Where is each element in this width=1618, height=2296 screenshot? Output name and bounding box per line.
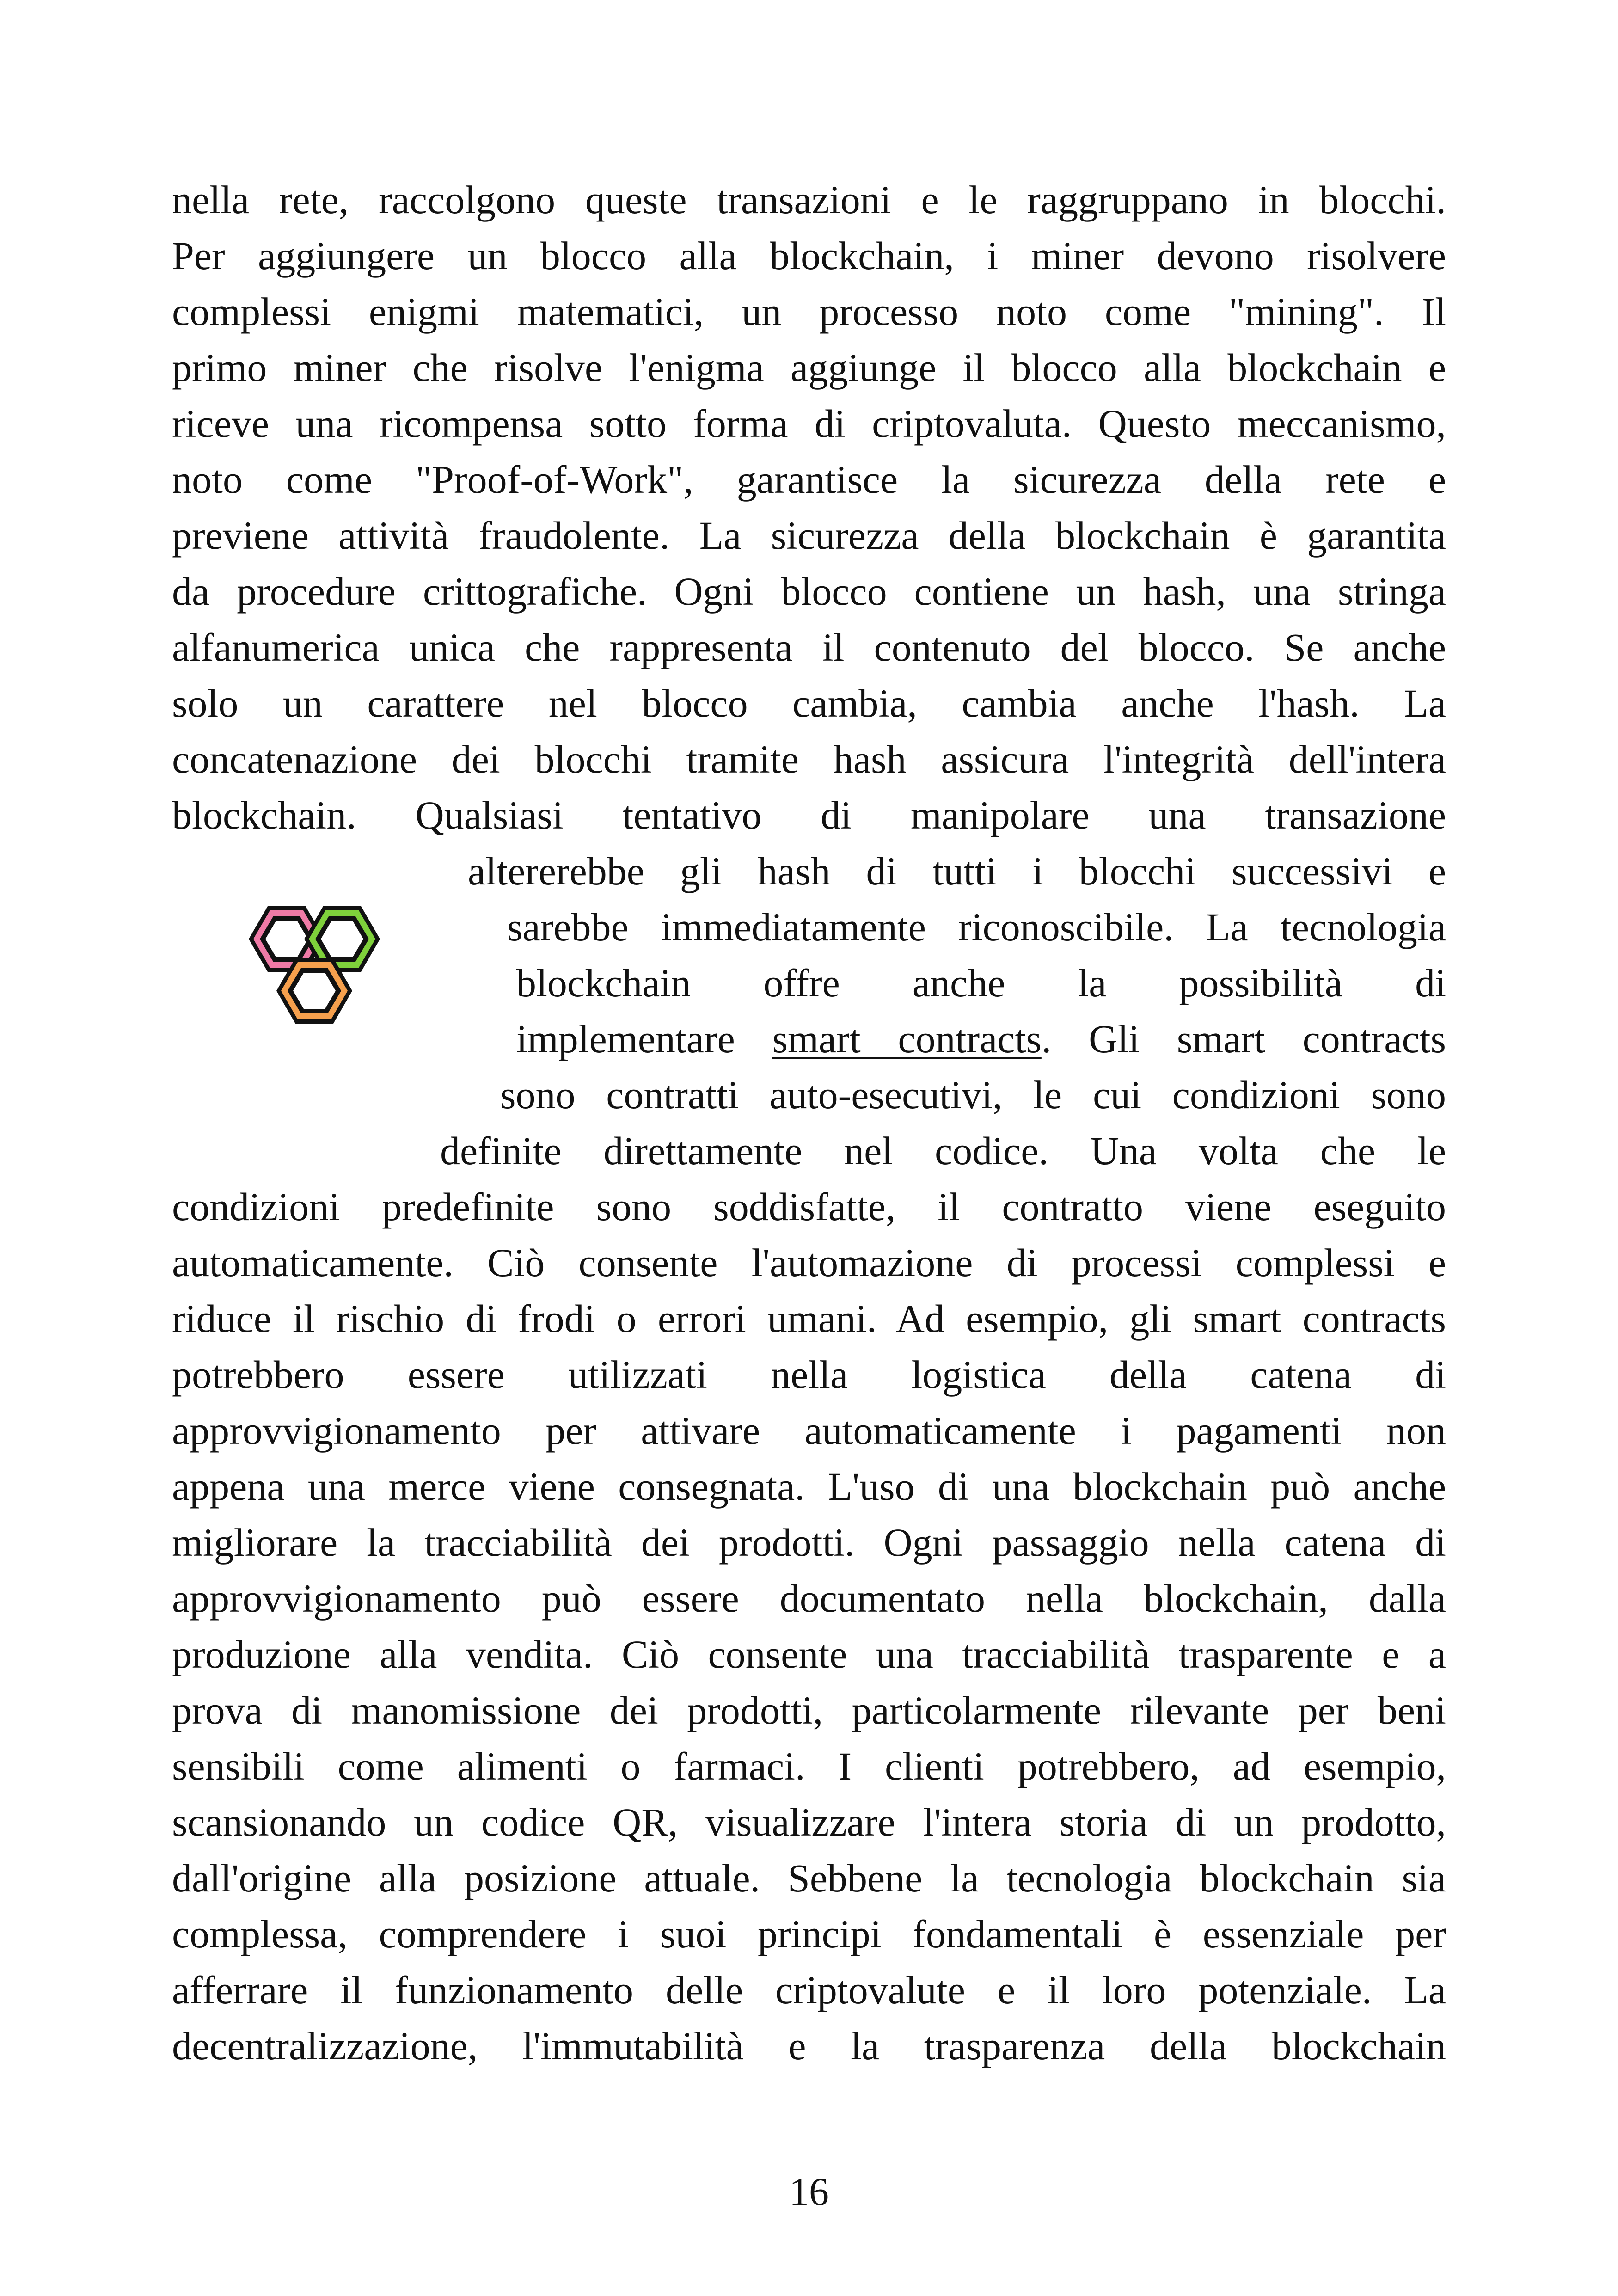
text-line: sarebbe immediatamente riconoscibile. La tecnologia [507, 905, 1446, 949]
text-line: dall'origine alla posizione attuale. Sebbene la tecnologia blockchain sia [172, 1856, 1446, 1900]
text-line: concatenazione dei blocchi tramite hash assicura l'integrità dell'intera [172, 737, 1446, 781]
text-line: prova di manomissione dei prodotti, particolarmente rilevante per beni [172, 1688, 1446, 1732]
text-line: solo un carattere nel blocco cambia, cambia anche l'hash. La [172, 681, 1446, 725]
text-line: automaticamente. Ciò consente l'automazione di processi complessi e [172, 1240, 1446, 1285]
text-line: da procedure crittografiche. Ogni blocco contiene un hash, una stringa [172, 569, 1446, 614]
text-line: blockchain offre anche la possibilità di [516, 961, 1446, 1005]
text-line: previene attività fraudolente. La sicurezza della blockchain è garantita [172, 513, 1446, 558]
text-line: afferrare il funzionamento delle criptovalute e il loro potenziale. La [172, 1968, 1446, 2012]
text-line: appena una merce viene consegnata. L'uso di una blockchain può anche [172, 1464, 1446, 1509]
text-line: riceve una ricompensa sotto forma di criptovaluta. Questo meccanismo, [172, 401, 1446, 446]
hexagon-cluster-icon [213, 888, 444, 1119]
text-segment: implementare [516, 1017, 772, 1061]
text-segment: . Gli smart contracts [1041, 1017, 1446, 1061]
text-line: alfanumerica unica che rappresenta il contenuto del blocco. Se anche [172, 625, 1446, 669]
text-line: approvvigionamento può essere documentato nella blockchain, dalla [172, 1576, 1446, 1621]
text-line: condizioni predefinite sono soddisfatte, il contratto viene eseguito [172, 1185, 1446, 1229]
smart-contracts-link[interactable]: smart contracts [772, 1017, 1042, 1061]
text-line: approvvigionamento per attivare automaticamente i pagamenti non [172, 1408, 1446, 1453]
text-line: decentralizzazione, l'immutabilità e la trasparenza della blockchain [172, 2024, 1446, 2068]
text-line: Per aggiungere un blocco alla blockchain, i miner devono risolvere [172, 233, 1446, 278]
text-line: nella rete, raccolgono queste transazioni e le raggruppano in blocchi. [172, 178, 1446, 222]
text-line: produzione alla vendita. Ciò consente una tracciabilità trasparente e a [172, 1632, 1446, 1676]
text-line: sono contratti auto-esecutivi, le cui condizioni sono [500, 1073, 1446, 1117]
text-line: complessi enigmi matematici, un processo noto come "mining". Il [172, 289, 1446, 334]
text-line: sensibili come alimenti o farmaci. I clienti potrebbero, ad esempio, [172, 1744, 1446, 1788]
text-line-with-link [516, 1011, 1446, 1067]
text-line: altererebbe gli hash di tutti i blocchi successivi e [468, 849, 1446, 893]
text-line: noto come "Proof-of-Work", garantisce la sicurezza della rete e [172, 457, 1446, 502]
text-line: riduce il rischio di frodi o errori umani. Ad esempio, gli smart contracts [172, 1296, 1446, 1341]
text-line: complessa, comprendere i suoi principi fondamentali è essenziale per [172, 1912, 1446, 1956]
text-line: blockchain. Qualsiasi tentativo di manipolare una transazione [172, 793, 1446, 837]
text-line: scansionando un codice QR, visualizzare l'intera storia di un prodotto, [172, 1800, 1446, 1844]
text-line: primo miner che risolve l'enigma aggiunge il blocco alla blockchain e [172, 345, 1446, 390]
page-number: 16 [789, 2169, 829, 2214]
text-line: definite direttamente nel codice. Una volta che le [440, 1129, 1446, 1173]
text-line: potrebbero essere utilizzati nella logistica della catena di [172, 1352, 1446, 1397]
text-line: migliorare la tracciabilità dei prodotti. Ogni passaggio nella catena di [172, 1520, 1446, 1565]
body-text [172, 172, 1446, 2074]
